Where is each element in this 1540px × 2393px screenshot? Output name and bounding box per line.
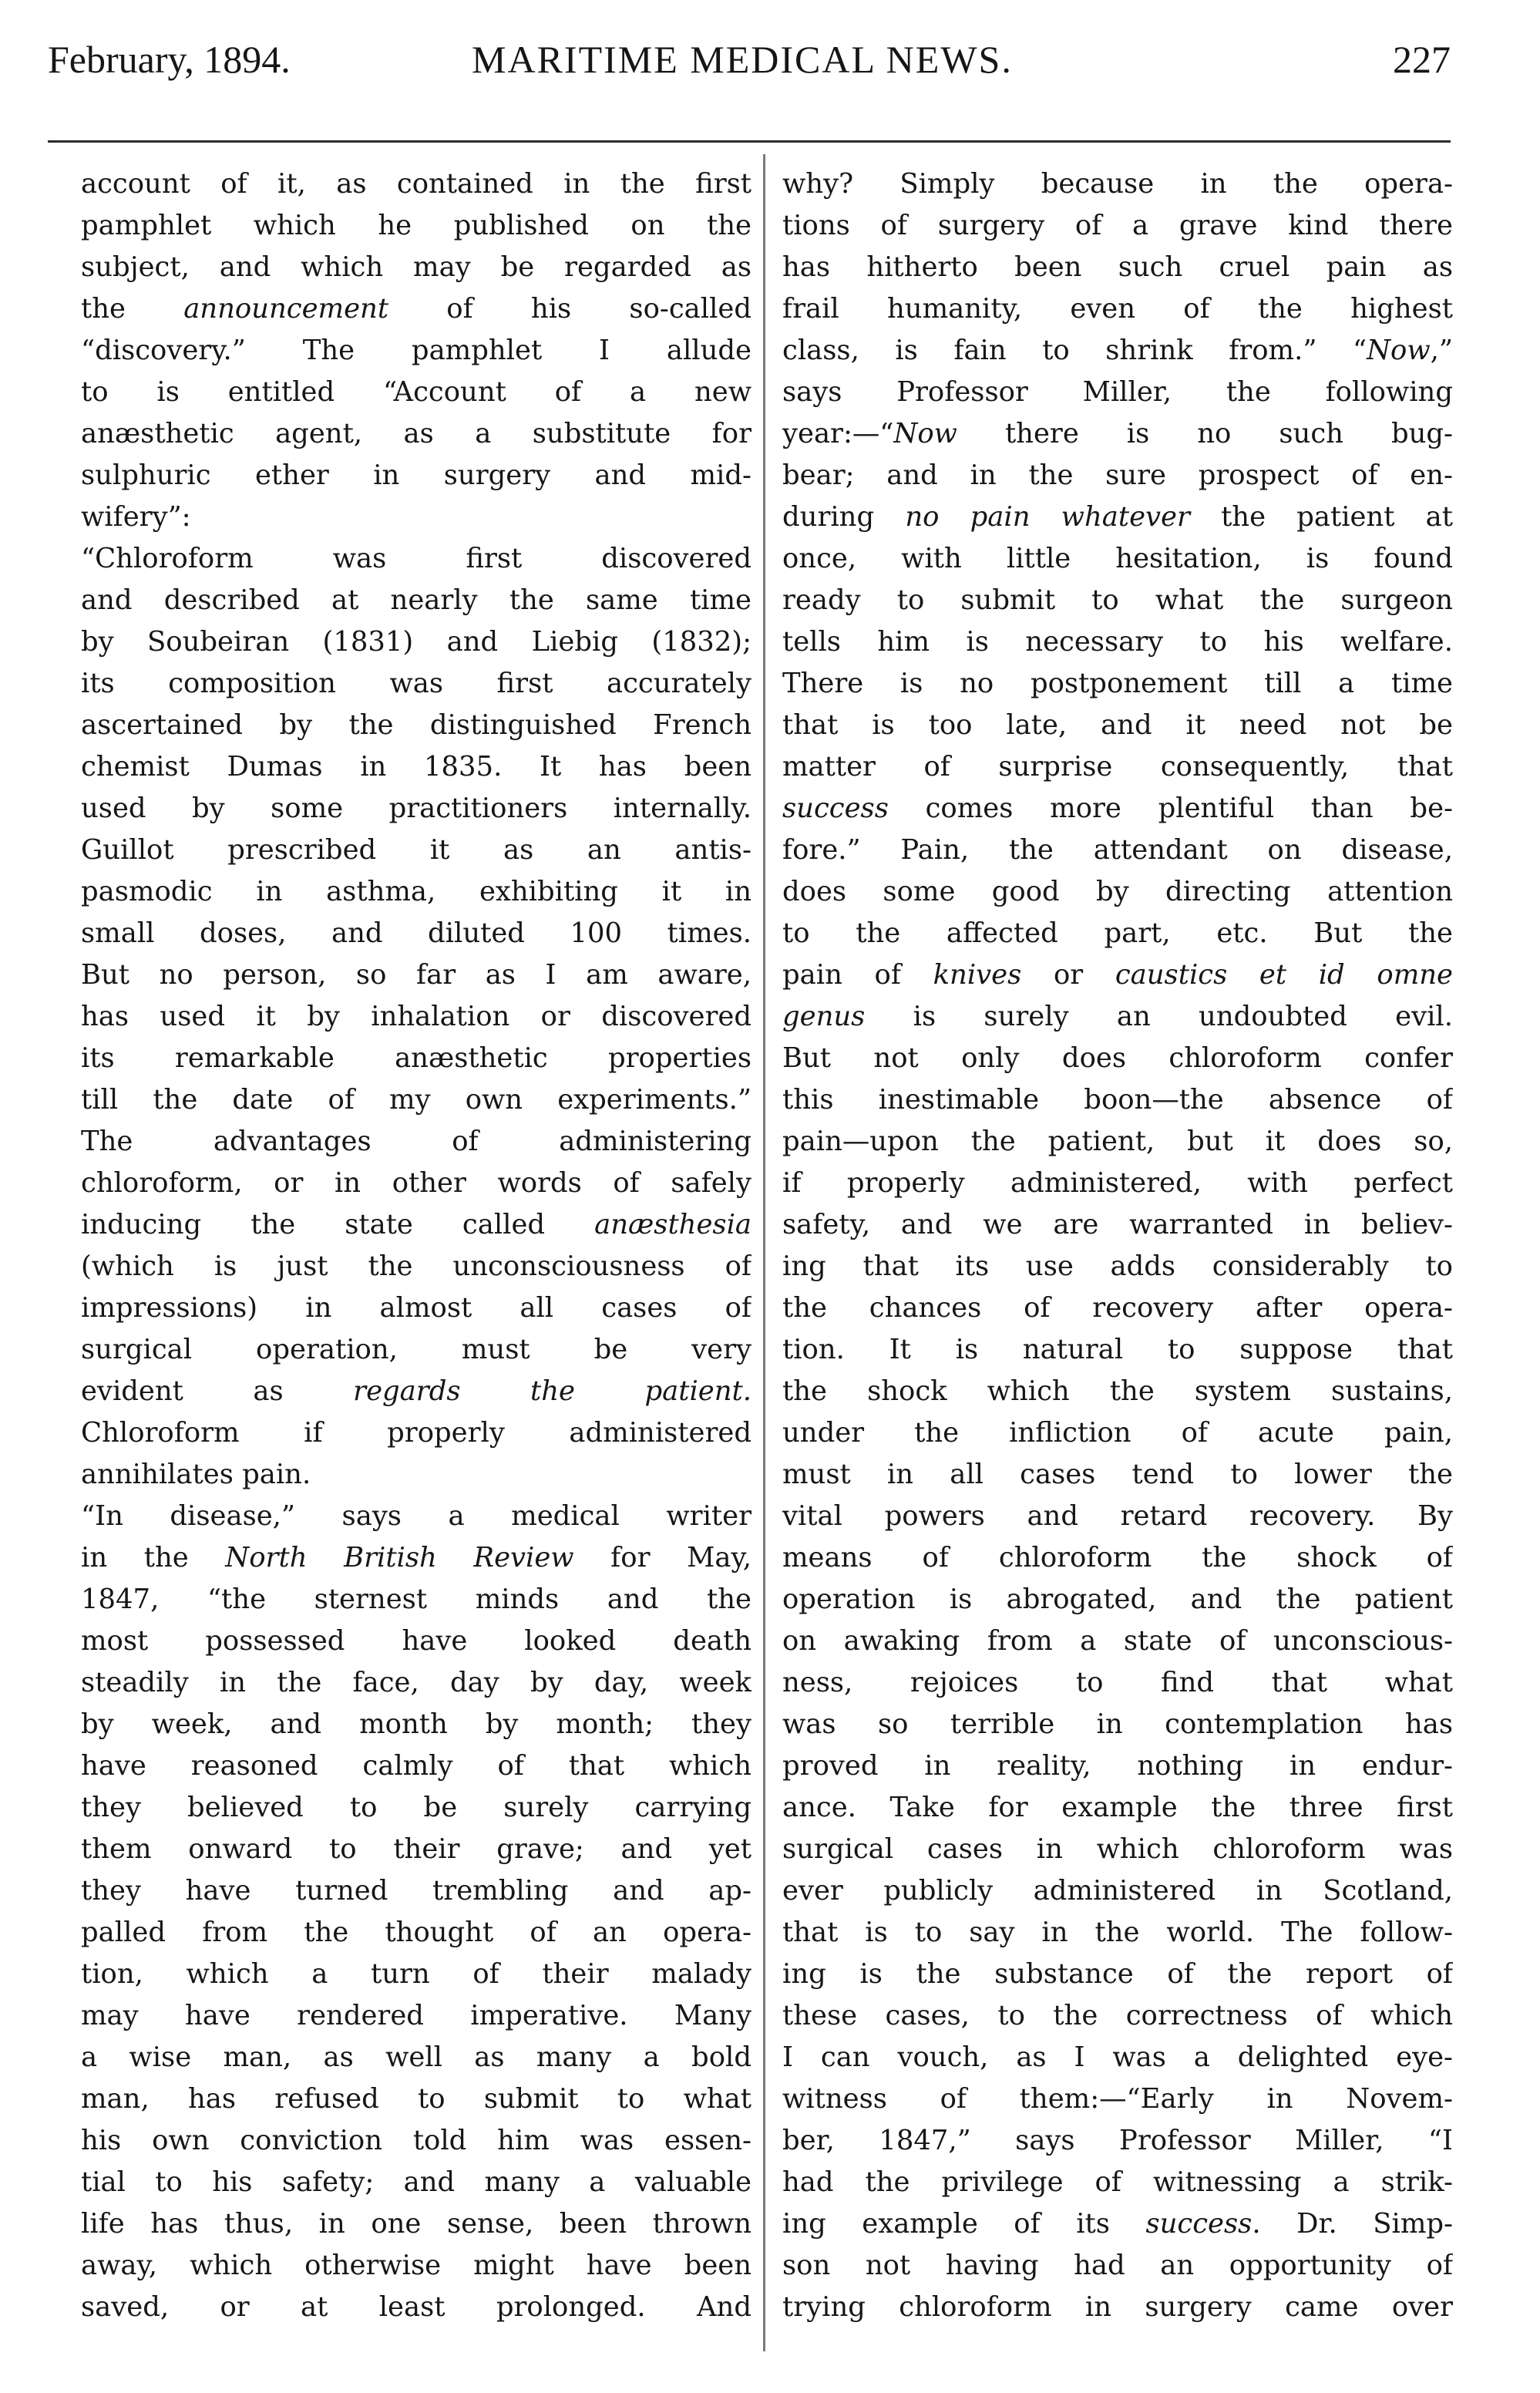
text-line: The advantages of administering — [81, 1126, 752, 1157]
text-line: wifery”: — [81, 501, 191, 533]
text-line: used by some practitioners internally. — [81, 793, 752, 824]
text-line: inducing the state called anæsthesia — [81, 1209, 752, 1240]
right-column — [782, 163, 1453, 2328]
text-line: There is no postponement till a time — [782, 668, 1453, 699]
text-line: frail humanity, even of the highest — [782, 293, 1453, 325]
text-line: away, which otherwise might have been — [81, 2250, 752, 2281]
text-line: had the privilege of witnessing a strik- — [782, 2166, 1453, 2198]
text-line: impressions) in almost all cases of — [81, 1292, 752, 1324]
text-line: “In disease,” says a medical writer — [81, 1500, 752, 1532]
text-line: ascertained by the distinguished French — [81, 709, 752, 741]
text-line: his own conviction told him was essen- — [81, 2125, 752, 2156]
header-date: February, 1894. — [48, 38, 291, 81]
text-line: pamphlet which he published on the — [81, 210, 752, 241]
text-line: steadily in the face, day by day, week — [81, 1667, 752, 1698]
text-line: sulphuric ether in surgery and mid- — [81, 459, 752, 491]
text-line: does some good by directing attention — [782, 876, 1453, 907]
text-line: must in all cases tend to lower the — [782, 1459, 1453, 1490]
left-column — [81, 163, 752, 2328]
text-line: has hitherto been such cruel pain as — [782, 251, 1453, 283]
italic-text: success — [1145, 2208, 1253, 2240]
text-line: class, is fain to shrink from.” “Now,” — [782, 335, 1453, 366]
text-line: annihilates pain. — [81, 1459, 311, 1490]
text-line: in the North British Review for May, — [81, 1542, 752, 1573]
text-line: ing that its use adds considerably to — [782, 1250, 1453, 1282]
text-line: have reasoned calmly of that which — [81, 1750, 752, 1782]
text-line: operation is abrogated, and the patient — [782, 1584, 1453, 1615]
text-line: the announcement of his so-called — [81, 293, 752, 325]
italic-text: announcement — [183, 293, 389, 325]
text-line: to is entitled “Account of a new — [81, 376, 752, 408]
text-line: tion, which a turn of their malady — [81, 1958, 752, 1990]
column-divider — [763, 154, 765, 2351]
text-line: once, with little hesitation, is found — [782, 543, 1453, 574]
text-line: ber, 1847,” says Professor Miller, “I — [782, 2125, 1453, 2156]
italic-text: caustics et id omne — [1115, 959, 1453, 991]
text-line: I can vouch, as I was a delighted eye- — [782, 2041, 1453, 2073]
text-line: pasmodic in asthma, exhibiting it in — [81, 876, 752, 907]
text-line: these cases, to the correctness of which — [782, 2000, 1453, 2031]
text-line: surgical cases in which chloroform was — [782, 1833, 1453, 1865]
text-line: by Soubeiran (1831) and Liebig (1832); — [81, 626, 752, 658]
text-line: man, has refused to submit to what — [81, 2083, 752, 2115]
italic-text: anæsthesia — [594, 1209, 752, 1240]
italic-text: no pain whatever — [905, 501, 1190, 533]
text-line: says Professor Miller, the following — [782, 376, 1453, 408]
text-line: bear; and in the sure prospect of en- — [782, 459, 1453, 491]
text-line: them onward to their grave; and yet — [81, 1833, 752, 1865]
text-line: has used it by inhalation or discovered — [81, 1001, 752, 1032]
text-line: pain of knives or caustics et id omne — [782, 959, 1453, 991]
text-line: they believed to be surely carrying — [81, 1792, 752, 1823]
text-line: 1847, “the sternest minds and the — [81, 1584, 752, 1615]
text-line: chemist Dumas in 1835. It has been — [81, 751, 752, 783]
text-line: success comes more plentiful than be- — [782, 793, 1453, 824]
text-line: life has thus, in one sense, been thrown — [81, 2208, 752, 2240]
text-line: its composition was first accurately — [81, 668, 752, 699]
text-line: tions of surgery of a grave kind there — [782, 210, 1453, 241]
text-line: year:—“Now there is no such bug- — [782, 418, 1453, 449]
text-line: (which is just the unconsciousness of — [81, 1250, 752, 1282]
italic-text: genus — [782, 1001, 866, 1032]
text-line: safety, and we are warranted in believ- — [782, 1209, 1453, 1240]
text-line: account of it, as contained in the first — [81, 168, 752, 200]
text-line: to the affected part, etc. But the — [782, 917, 1453, 949]
text-line: tial to his safety; and many a valuable — [81, 2166, 752, 2198]
text-line: ance. Take for example the three first — [782, 1792, 1453, 1823]
italic-text: knives — [933, 959, 1022, 991]
text-line: ready to submit to what the surgeon — [782, 584, 1453, 616]
text-line: But no person, so far as I am aware, — [81, 959, 752, 991]
text-line: saved, or at least prolonged. And — [81, 2291, 752, 2323]
text-line: the chances of recovery after opera- — [782, 1292, 1453, 1324]
text-line: its remarkable anæsthetic properties — [81, 1042, 752, 1074]
text-line: But not only does chloroform confer — [782, 1042, 1453, 1074]
text-line: tells him is necessary to his welfare. — [782, 626, 1453, 658]
text-line: Guillot prescribed it as an antis- — [81, 834, 752, 866]
text-line: a wise man, as well as many a bold — [81, 2041, 752, 2073]
text-line: if properly administered, with perfect — [782, 1167, 1453, 1199]
text-line: proved in reality, nothing in endur- — [782, 1750, 1453, 1782]
text-line: was so terrible in contemplation has — [782, 1708, 1453, 1740]
italic-text: Now — [893, 418, 957, 449]
text-line: “Chloroform was first discovered — [81, 543, 752, 574]
text-line: ness, rejoices to find that what — [782, 1667, 1453, 1698]
italic-text: North British Review — [225, 1542, 574, 1573]
text-line: matter of surprise consequently, that — [782, 751, 1453, 783]
text-line: ever publicly administered in Scotland, — [782, 1875, 1453, 1907]
text-line: ing is the substance of the report of — [782, 1958, 1453, 1990]
text-line: vital powers and retard recovery. By — [782, 1500, 1453, 1532]
text-line: that is too late, and it need not be — [782, 709, 1453, 741]
text-line: ing example of its success. Dr. Simp- — [782, 2208, 1453, 2240]
running-head — [48, 29, 1451, 94]
page-number: 227 — [1393, 38, 1451, 81]
text-line: trying chloroform in surgery came over — [782, 2291, 1453, 2323]
text-line: during no pain whatever the patient at — [782, 501, 1453, 533]
text-line: till the date of my own experiments.” — [81, 1084, 752, 1116]
italic-text: success — [782, 793, 889, 824]
text-line: means of chloroform the shock of — [782, 1542, 1453, 1573]
text-line: may have rendered imperative. Many — [81, 2000, 752, 2031]
text-line: most possessed have looked death — [81, 1625, 752, 1657]
text-line: pain—upon the patient, but it does so, — [782, 1126, 1453, 1157]
text-line: on awaking from a state of unconscious- — [782, 1625, 1453, 1657]
text-line: they have turned trembling and ap- — [81, 1875, 752, 1907]
header-rule — [48, 140, 1451, 143]
text-line: evident as regards the patient. — [81, 1375, 752, 1407]
text-line: surgical operation, must be very — [81, 1334, 752, 1365]
journal-title: MARITIME MEDICAL NEWS. — [472, 38, 1013, 81]
text-line: fore.” Pain, the attendant on disease, — [782, 834, 1453, 866]
text-line: by week, and month by month; they — [81, 1708, 752, 1740]
text-line: small doses, and diluted 100 times. — [81, 917, 752, 949]
italic-text: regards the patient. — [353, 1375, 752, 1407]
text-line: the shock which the system sustains, — [782, 1375, 1453, 1407]
text-line: son not having had an opportunity of — [782, 2250, 1453, 2281]
text-line: subject, and which may be regarded as — [81, 251, 752, 283]
text-line: chloroform, or in other words of safely — [81, 1167, 752, 1199]
text-line: witness of them:—“Early in Novem- — [782, 2083, 1453, 2115]
text-line: palled from the thought of an opera- — [81, 1917, 752, 1948]
text-line: anæsthetic agent, as a substitute for — [81, 418, 752, 449]
text-line: and described at nearly the same time — [81, 584, 752, 616]
text-line: genus is surely an undoubted evil. — [782, 1001, 1453, 1032]
text-line: under the infliction of acute pain, — [782, 1417, 1453, 1449]
text-line: why? Simply because in the opera- — [782, 168, 1453, 200]
text-line: tion. It is natural to suppose that — [782, 1334, 1453, 1365]
text-line: Chloroform if properly administered — [81, 1417, 752, 1449]
text-line: “discovery.” The pamphlet I allude — [81, 335, 752, 366]
italic-text: Now — [1367, 335, 1431, 366]
text-line: this inestimable boon—the absence of — [782, 1084, 1453, 1116]
text-line: that is to say in the world. The follow- — [782, 1917, 1453, 1948]
